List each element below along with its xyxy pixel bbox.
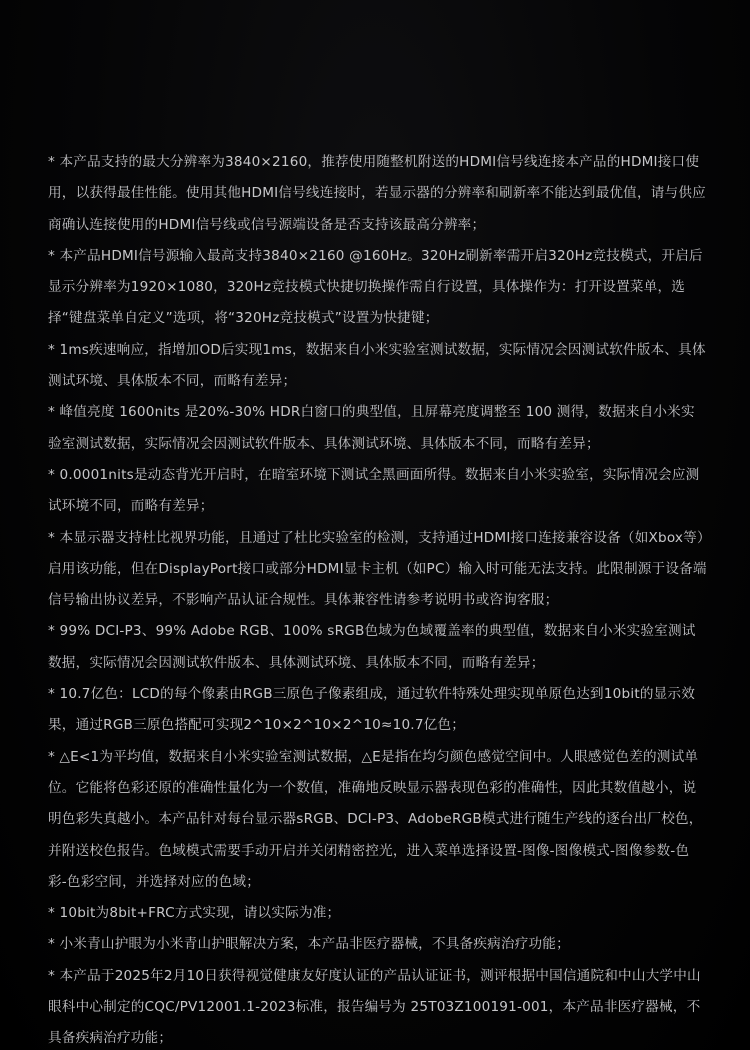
footnote-hdmi-refresh: * 本产品HDMI信号源输入最高支持3840×2160 @160Hz。320Hz刷新率需开启320Hz竞技模式，开启后显示分辨率为1920×1080，320Hz竞技模式快捷切换操作需自行设置，具体操作为：打开设置菜单，选择“键盘菜单自定义”选项，将“320Hz竞技模式”设置为快捷键； xyxy=(48,247,703,327)
footnote-delta-e: * △E<1为平均值，数据来自小米实验室测试数据，△E是指在均匀颜色感觉空间中。人眼感觉色差的测试单位。它能将色彩还原的准确性量化为一个数值，准确地反映显示器表现色彩的准确性，因此其数值越小，说明色彩失真越小。本产品针对每台显示器sRGB、DCI-P3、AdobeRGB模式进行随生产线的逐台出厂校色，并附送校色报告。色域模式需要手动开启并关闭精密控光，进入菜单选择设置-图像-图像模式-图像参数-色彩-色彩空间，并选择对应的色域； xyxy=(48,748,703,890)
footnote-color-gamut: * 99% DCI-P3、99% Adobe RGB、100% sRGB色域为色域覆盖率的典型值，数据来自小米实验室测试数据，实际情况会因测试软件版本、具体测试环境、具体版本不同，而略有差异； xyxy=(48,623,696,671)
footnote-color-depth: * 10.7亿色：LCD的每个像素由RGB三原色子像素组成，通过软件特殊处理实现单原色达到10bit的显示效果，通过RGB三原色搭配可实现2^10×2^10×2^10≈10.7亿色； xyxy=(48,686,696,734)
footnote-certification: * 本产品于2025年2月10日获得视觉健康友好度认证的产品认证证书，测评根据中国信通院和中山大学中山眼科中心制定的CQC/PV12001.1-2023标准，报告编号为 25T03Z100191-001，本产品非医疗器械，不具备疾病治疗功能； xyxy=(48,967,701,1047)
footnote-peak-brightness: * 峰值亮度 1600nits 是20%-30% HDR白窗口的典型值，且屏幕亮度调整至 100 测得，数据来自小米实验室测试数据，实际情况会因测试软件版本、具体测试环境、具体版本不同，而略有差异； xyxy=(48,404,695,452)
footnote-10bit: * 10bit为8bit+FRC方式实现，请以实际为准； xyxy=(48,905,341,922)
footnote-black-level: * 0.0001nits是动态背光开启时，在暗室环境下测试全黑画面所得。数据来自小米实验室，实际情况会应测试环境不同，而略有差异； xyxy=(48,466,700,515)
footnotes-list xyxy=(48,147,708,1050)
footnote-dolby-vision: * 本显示器支持杜比视界功能，且通过了杜比实验室的检测，支持通过HDMI接口连接兼容设备（如Xbox等）启用该功能，但在DisplayPort接口或部分HDMI显卡主机（如PC）输入时可能无法支持。此限制源于设备端信号输出协议差异，不影响产品认证合规性。具体兼容性请参考说明书或咨询客服； xyxy=(48,529,707,609)
footnote-resolution: * 本产品支持的最大分辨率为3840×2160，推荐使用随整机附送的HDMI信号线连接本产品的HDMI接口使用，以获得最佳性能。使用其他HDMI信号线连接时，若显示器的分辨率和刷新率不能达到最优值，请与供应商确认连接使用的HDMI信号线或信号源端设备是否支持该最高分辨率； xyxy=(48,154,706,233)
footnote-response-time: * 1ms疾速响应，指增加OD后实现1ms，数据来自小米实验室测试数据，实际情况会因测试软件版本、具体测试环境、具体版本不同，而略有差异； xyxy=(48,341,706,390)
footnote-eye-care: * 小米青山护眼为小米青山护眼解决方案，本产品非医疗器械，不具备疾病治疗功能； xyxy=(48,936,570,953)
